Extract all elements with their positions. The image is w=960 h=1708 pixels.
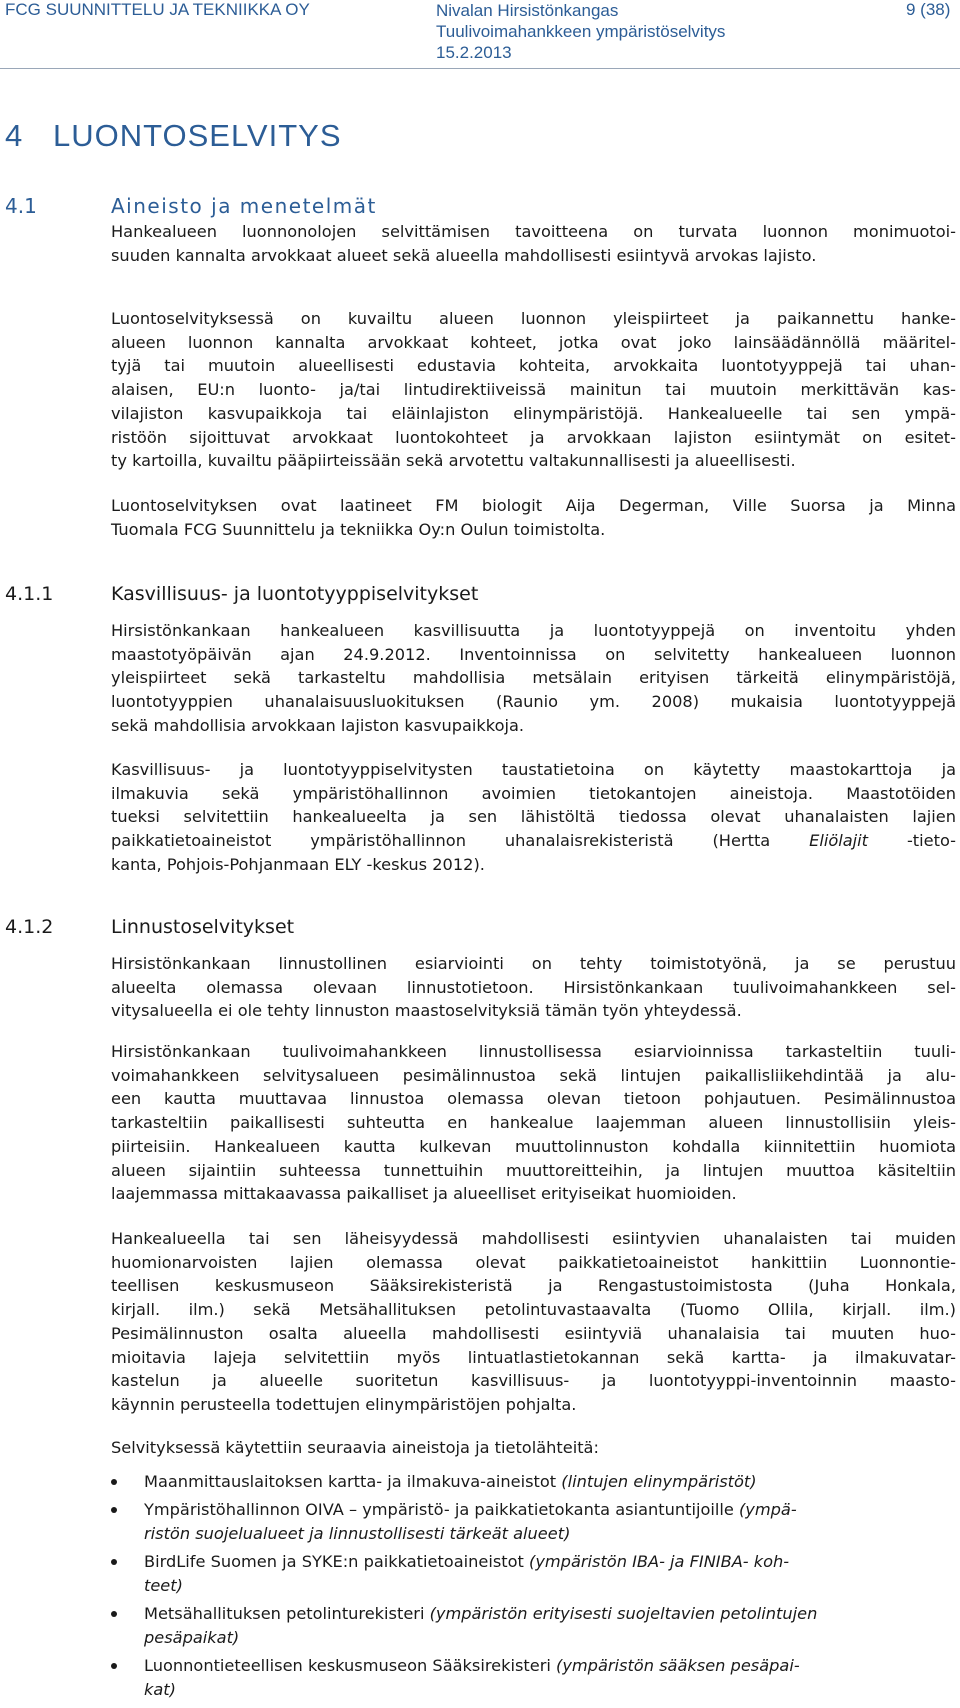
source-note: (ympäristön sääksen pesäpai- <box>556 1656 800 1675</box>
text-line: Hankealueen luonnonolojen selvittämisen tavoitteena on turvata luonnon monimuotoi- <box>111 222 956 241</box>
header-date: 15.2.2013 <box>436 43 512 62</box>
header-page-number: 9 (38) <box>906 0 951 19</box>
text-line: piirteisiin. Hankealueen kautta kulkevan muuttolinnuston kohdalla kiinnitettiin huomiota <box>111 1136 956 1156</box>
text-line: luontotyyppien uhanalaisuusluokituksen (Raunio ym. 2008) mukaisia luontotyyppejä <box>111 692 956 712</box>
source-name: BirdLife Suomen ja SYKE:n paikkatietoaineistot <box>144 1552 530 1571</box>
subsubsection-heading-birds <box>5 916 294 938</box>
text-line <box>111 829 956 853</box>
intro-paragraph <box>111 220 956 267</box>
source-name: Maanmittauslaitoksen kartta- ja ilmakuva-aineistot <box>144 1472 562 1491</box>
text-line: vitysalueella ei ole tehty linnuston maastoselvityksiä tämän työn yhteydessä. <box>111 1001 742 1021</box>
text-line: Hirsistönkankaan tuulivoimahankkeen linnustollisessa esiarvioinnissa tarkasteltiin tuuli- <box>111 1042 956 1061</box>
text-line: teellisen keskusmuseon Sääksirekisteristä ja Rengastustoimistosta (Juha Honkala, <box>111 1276 956 1296</box>
list-item <box>111 1550 956 1598</box>
source-note: (ympäristön IBA- ja FINIBA- koh- <box>529 1552 790 1571</box>
text-line: ristöön sijoittuvat arvokkaat luontokohteet ja arvokkaan lajiston esiintymät on esitet- <box>111 427 956 447</box>
birds-paragraph-2 <box>111 1040 956 1206</box>
bullet-icon <box>111 1559 117 1565</box>
text-line: ty kartoilla, kuvailtu pääpiirteissään sekä arvotettu valtakunnallisesti ja alueellisesti. <box>111 451 796 471</box>
bullet-icon <box>111 1663 117 1669</box>
section-number: 4 <box>5 118 24 153</box>
text-line: mioitavia lajeja selvitettiin myös lintuatlastietokannan sekä kartta- ja ilmakuvatar- <box>111 1347 956 1367</box>
subsubsection-number: 4.1.2 <box>5 916 54 938</box>
source-note-cont: teet) <box>144 1576 183 1595</box>
subsection-number: 4.1 <box>5 194 37 218</box>
source-name: Ympäristöhallinnon OIVA – ympäristö- ja paikkatietokanta asiantuntijoille <box>144 1500 739 1519</box>
text-line: tarkasteltiin paikallisesti suhteutta en hankealue laajemman alueen linnustollisiin yleis- <box>111 1113 956 1133</box>
subsection-title: Aineisto ja menetelmät <box>111 194 377 218</box>
subsection-heading <box>5 194 377 218</box>
source-note: (lintujen elinympäristöt) <box>561 1472 757 1491</box>
text-line: kirjall. ilm.) sekä Metsähallituksen petolintuvastaavalta (Tuomo Ollila, kirjall. ilm.) <box>111 1300 956 1320</box>
bullet-icon <box>111 1611 117 1617</box>
sources-intro <box>111 1436 956 1460</box>
text-line: een kautta muuttavaa linnustoa olemassa olevan tietoon pohjautuen. Pesimälinnustoa <box>111 1089 956 1109</box>
text-line: tyjä tai muutoin alueellisesti edustavia kohteita, arvokkaita luontotyyppejä tai uhan- <box>111 356 956 376</box>
list-item <box>111 1654 956 1702</box>
header-project: Nivalan Hirsistönkangas <box>436 1 619 20</box>
text-line: Hirsistönkankaan hankealueen kasvillisuutta ja luontotyyppejä on inventoitu yhden <box>111 621 956 640</box>
text-line: alueen luonnon kannalta arvokkaat kohteet, jotka ovat joko lainsäädännöllä määritel- <box>111 332 956 352</box>
source-note-cont: ristön suojelualueet ja linnustollisesti tärkeät alueet) <box>144 1524 571 1543</box>
source-name: Metsähallituksen petolinturekisteri <box>144 1604 430 1623</box>
subsubsection-heading-vegetation <box>5 583 478 605</box>
authors-paragraph <box>111 494 956 541</box>
text-line: Hirsistönkankaan linnustollinen esiarviointi on tehty toimistotyönä, ja se perustuu <box>111 954 956 973</box>
source-note: (ympä- <box>738 1500 797 1519</box>
scope-paragraph <box>111 307 956 473</box>
list-item <box>111 1602 956 1650</box>
bullet-icon <box>111 1479 117 1485</box>
text-line: voimahankkeen selvitysalueen pesimälinnustoa sekä lintujen paikallisliikehdintää ja alu- <box>111 1065 956 1085</box>
section-title: LUONTOSELVITYS <box>53 118 342 153</box>
vegetation-paragraph-1 <box>111 619 956 738</box>
sources-list <box>111 1470 956 1706</box>
text-line: Tuomala FCG Suunnittelu ja tekniikka Oy:n Oulun toimistolta. <box>111 519 606 539</box>
source-note-cont: pesäpaikat) <box>144 1628 240 1647</box>
subsubsection-title: Kasvillisuus- ja luontotyyppiselvitykset <box>111 583 479 605</box>
page-header <box>0 0 960 69</box>
text-line: laajemmassa mittakaavassa paikalliset ja alueelliset erityiseikat huomioiden. <box>111 1184 737 1204</box>
text-line: Luontoselvityksessä on kuvailtu alueen luonnon yleispiirteet ja paikannettu hanke- <box>111 309 956 328</box>
text-line: Hankealueella tai sen läheisyydessä mahdollisesti esiintyvien uhanalaisten tai muiden <box>111 1229 956 1248</box>
source-note: (ympäristön erityisesti suojeltavien petolintujen <box>429 1604 818 1623</box>
header-meta <box>436 0 725 63</box>
source-name: Luonnontieteellisen keskusmuseon Sääksirekisteri <box>144 1656 557 1675</box>
text-line: ilmakuvia sekä ympäristöhallinnon avoimien tietokantojen aineistoja. Maastotöiden <box>111 783 956 803</box>
subsubsection-title: Linnustoselvitykset <box>111 916 295 938</box>
text-line: vilajiston kasvupaikkoja tai eläinlajiston elinympäristöjä. Hankealueelle tai sen ympä- <box>111 403 956 423</box>
text-line: Luontoselvityksen ovat laatineet FM biologit Aija Degerman, Ville Suorsa ja Minna <box>111 496 956 515</box>
text-line: huomionarvoisten lajien olemassa olevat paikkatietoaineistot hankittiin Luonnontie- <box>111 1252 956 1272</box>
bullet-icon <box>111 1507 117 1513</box>
header-company: FCG SUUNNITTELU JA TEKNIIKKA OY <box>5 0 310 19</box>
text-line: alueen sijaintiin suhteessa tunnettuihin muuttoreitteihin, ja lintujen muuttoa käsiteltiin <box>111 1160 956 1180</box>
text-line: tueksi selvitettiin hankealueelta ja sen lähistöltä tiedossa olevat uhanalaisten lajien <box>111 807 956 827</box>
text-line: käynnin perusteella todettujen elinympäristöjen pohjalta. <box>111 1394 577 1414</box>
text-segment: -tieto- <box>868 831 956 851</box>
text-line: Pesimälinnuston osalta alueella mahdollisesti esiintyviä uhanalaisia tai muuten huo- <box>111 1323 956 1343</box>
birds-paragraph-1 <box>111 952 956 1023</box>
database-name: Eliölajit <box>809 831 869 851</box>
vegetation-paragraph-2 <box>111 758 956 877</box>
list-item <box>111 1470 956 1494</box>
text-line: maastotyöpäivän ajan 24.9.2012. Inventoinnissa on selvitetty hankealueen luonnon <box>111 644 956 664</box>
text-line: Kasvillisuus- ja luontotyyppiselvitysten taustatietoina on käytetty maastokarttoja ja <box>111 760 956 779</box>
list-item <box>111 1498 956 1546</box>
text-line: alaisen, EU:n luonto- ja/tai lintudirektiiveissä mainitun tai muutoin merkittävän kas- <box>111 380 956 400</box>
section-heading <box>5 118 342 154</box>
text-line: Selvityksessä käytettiin seuraavia aineistoja ja tietolähteitä: <box>111 1438 599 1457</box>
text-line: suuden kannalta arvokkaat alueet sekä alueella mahdollisesti esiintyvä arvokas lajisto. <box>111 245 817 265</box>
text-line: yleispiirteet sekä tarkasteltu mahdollisia metsälain erityisen tärkeitä elinympäristöjä, <box>111 668 956 688</box>
subsubsection-number: 4.1.1 <box>5 583 54 605</box>
text-segment: paikkatietoaineistot ympäristöhallinnon uhanalaisrekisteristä (Hertta <box>111 831 810 851</box>
header-report: Tuulivoimahankkeen ympäristöselvitys <box>436 22 726 41</box>
source-note-cont: kat) <box>144 1680 176 1699</box>
text-line: alueelta olemassa olevaan linnustotietoon. Hirsistönkankaan tuulivoimahankkeen sel- <box>111 977 956 997</box>
birds-paragraph-3 <box>111 1227 956 1417</box>
text-line: kastelun ja alueelle suoritetun kasvillisuus- ja luontotyyppi-inventoinnin maasto- <box>111 1371 956 1391</box>
text-line: sekä mahdollisia arvokkaan lajiston kasvupaikkoja. <box>111 715 525 735</box>
text-line: kanta, Pohjois-Pohjanmaan ELY -keskus 2012). <box>111 854 485 874</box>
